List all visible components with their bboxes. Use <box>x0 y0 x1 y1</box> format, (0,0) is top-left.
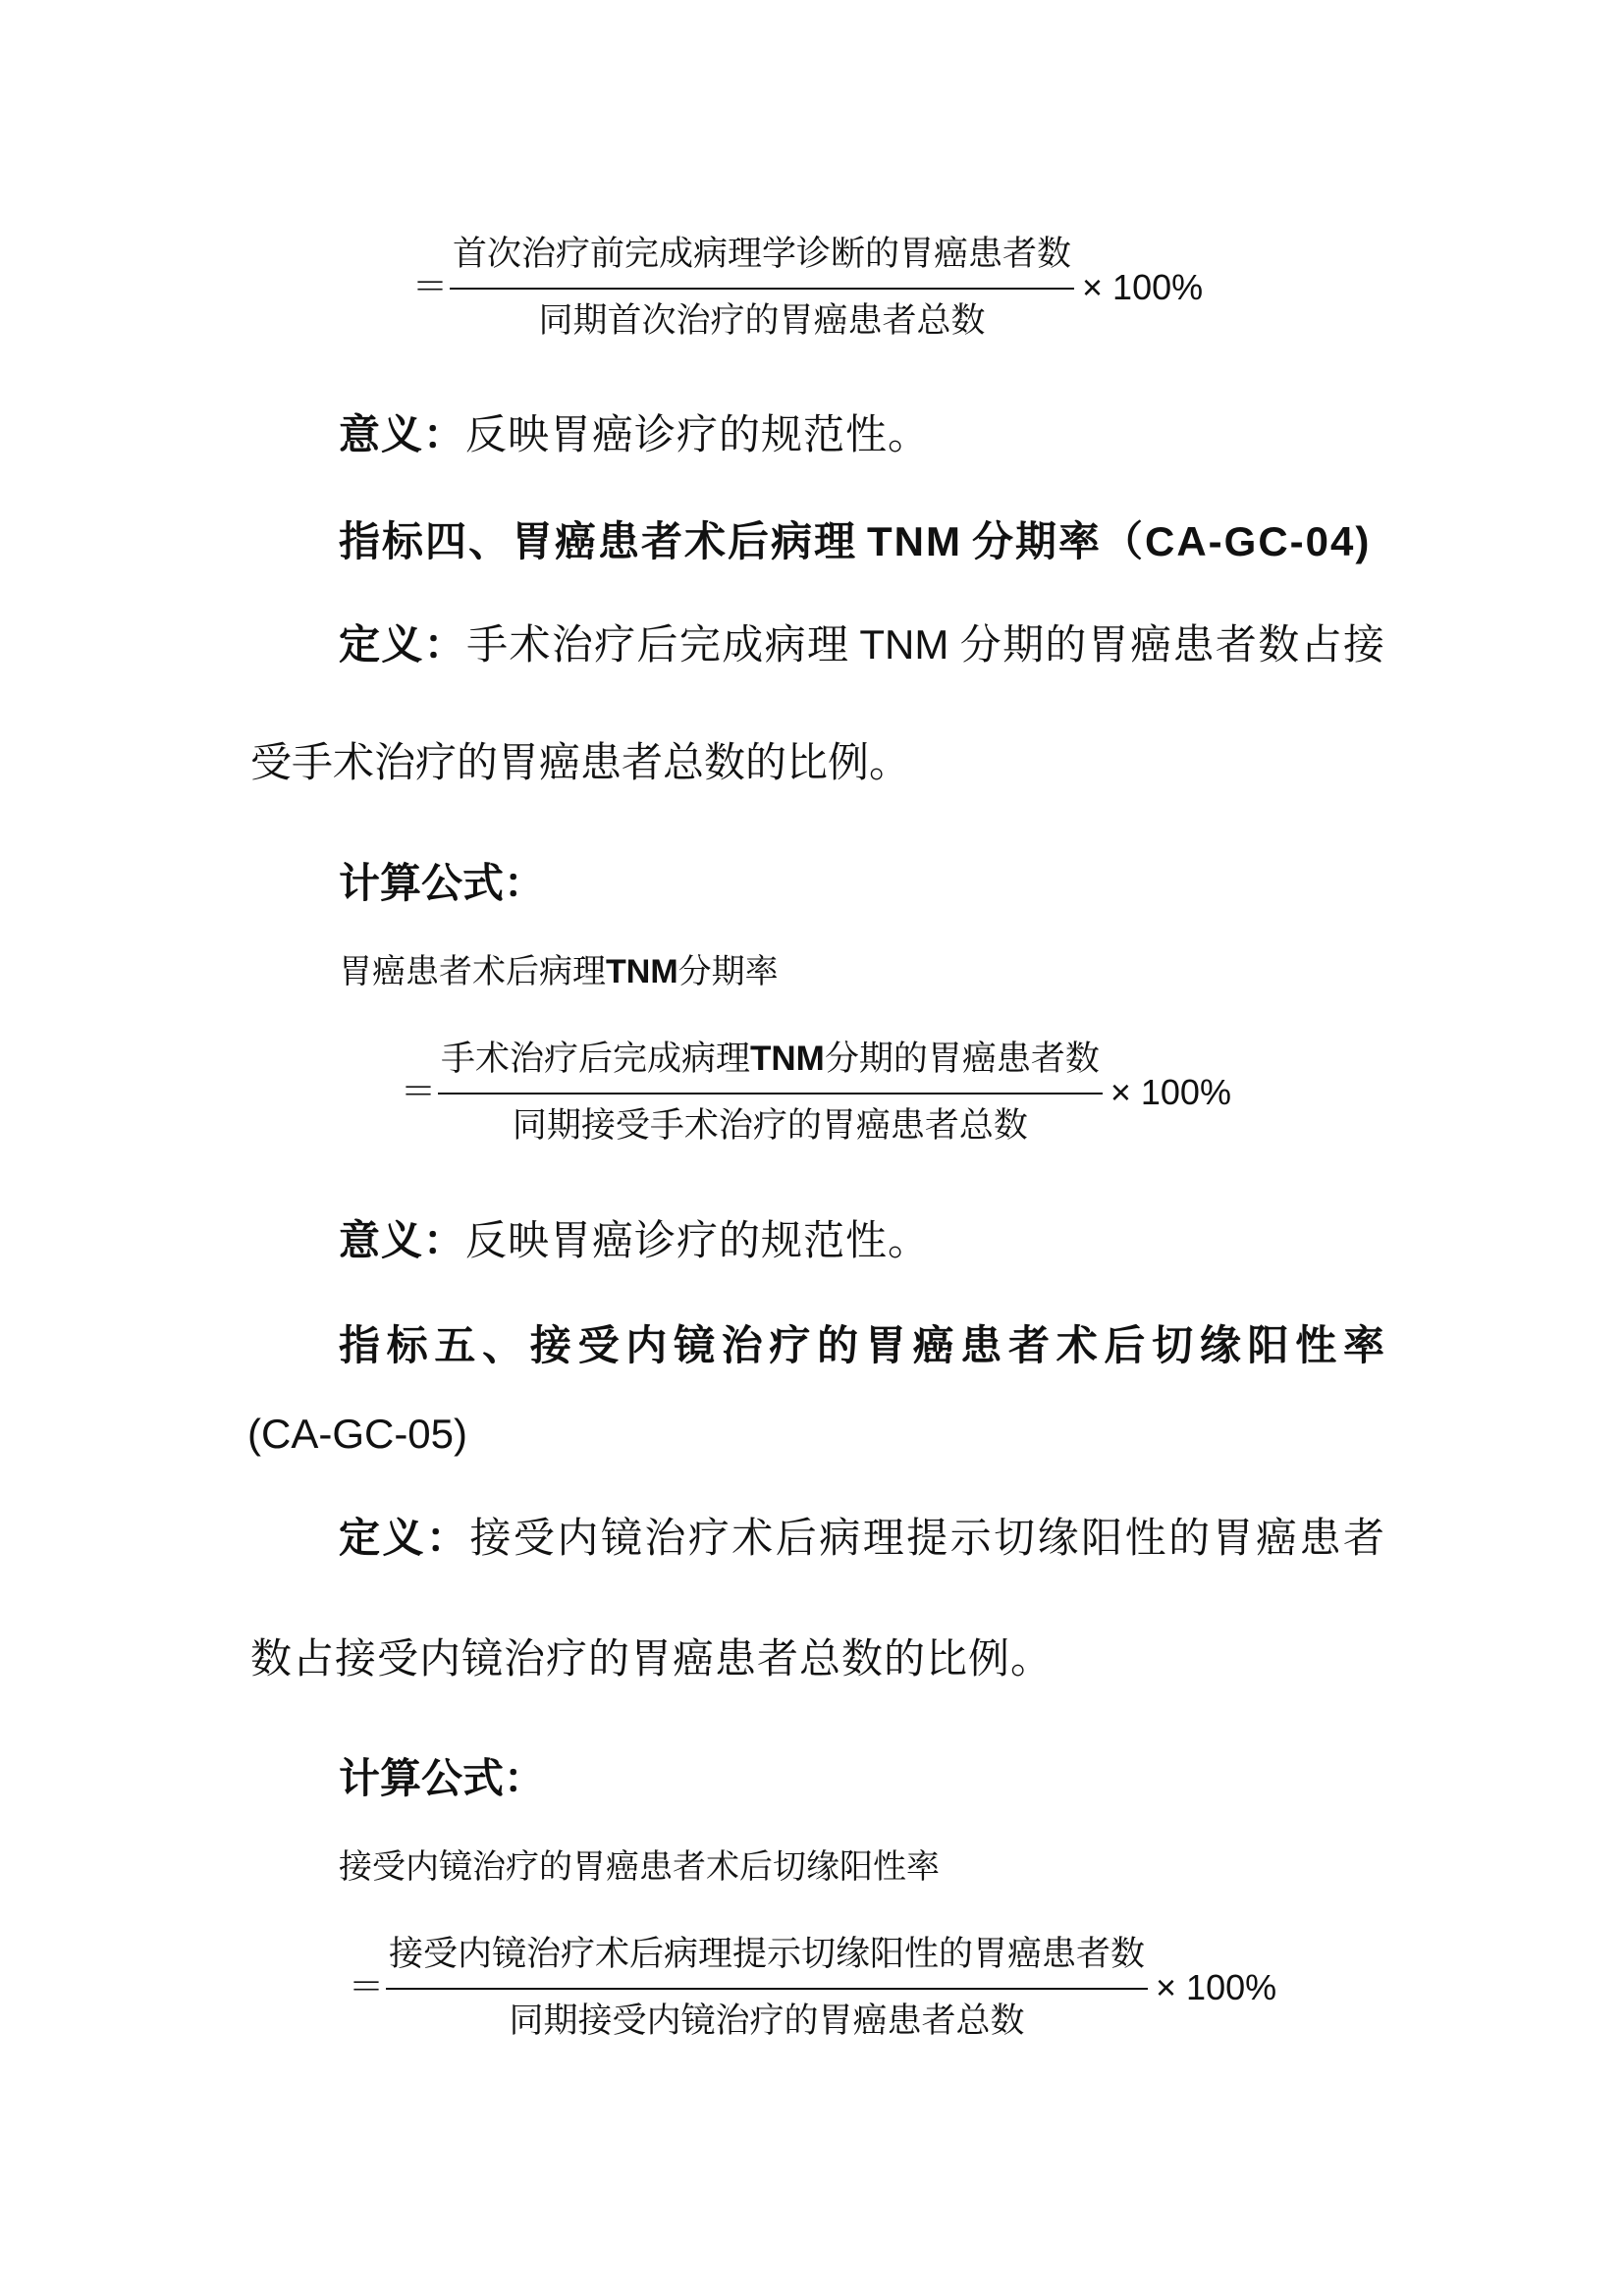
fraction <box>386 1933 1148 2043</box>
numerator-tnm: TNM <box>750 1040 825 1078</box>
definition-text-post: 分期的胃癌患者数占接 <box>958 620 1384 668</box>
fraction <box>438 1038 1103 1148</box>
definition-text-tnm: TNM <box>859 621 949 667</box>
meaning-paragraph-1 <box>339 410 930 459</box>
indicator-5-title-line-1: 指标五、接受内镜治疗的胃癌患者术后切缘阳性率 <box>339 1321 1384 1369</box>
indicator-5-code: (CA-GC-05) <box>247 1411 468 1457</box>
fraction-numerator: 首次治疗前完成病理学诊断的胃癌患者数 <box>453 235 1072 274</box>
meaning-text: 反映胃癌诊疗的规范性。 <box>465 1216 931 1264</box>
fraction-denominator: 同期首次治疗的胃癌患者总数 <box>538 301 986 341</box>
multiplier: × 100% <box>1082 267 1204 307</box>
numerator-pre: 手术治疗后完成病理 <box>441 1040 751 1079</box>
indicator-5-formula-name: 接受内镜治疗的胃癌患者术后切缘阳性率 <box>339 1847 940 1887</box>
fraction-bar <box>450 288 1074 290</box>
meaning-paragraph-2 <box>339 1216 930 1265</box>
equals-sign: ＝ <box>349 1967 385 2007</box>
multiplier: × 100% <box>1110 1072 1231 1112</box>
fraction-bar <box>438 1093 1103 1095</box>
fraction <box>450 233 1074 343</box>
definition-label: 定义： <box>339 620 467 668</box>
indicator-5-definition-line-2: 数占接受内镜治疗的胃癌患者总数的比例。 <box>250 1634 1054 1682</box>
indicator-5-definition-line-1 <box>339 1514 1384 1563</box>
multiplier: × 100% <box>1156 1967 1277 2007</box>
definition-text: 接受内镜治疗术后病理提示切缘阳性的胃癌患者 <box>469 1514 1384 1562</box>
fraction-denominator: 同期接受手术治疗的胃癌患者总数 <box>512 1106 1028 1146</box>
definition-label: 定义： <box>339 1514 470 1562</box>
formula-name-post: 分期率 <box>677 952 779 991</box>
equals-sign: ＝ <box>412 267 449 307</box>
meaning-text: 反映胃癌诊疗的规范性。 <box>465 410 931 458</box>
indicator-4-definition-line-2: 受手术治疗的胃癌患者总数的比例。 <box>250 738 911 786</box>
indicator-4-title-post: 分期率 <box>972 517 1103 565</box>
indicator-4-title-tnm: TNM <box>867 518 962 564</box>
formula-name-pre: 胃癌患者术后病理 <box>339 952 606 991</box>
indicator-4-title <box>339 517 1371 566</box>
fraction-numerator <box>438 1038 1103 1081</box>
equals-sign: ＝ <box>401 1072 437 1112</box>
meaning-label: 意义： <box>339 1216 466 1264</box>
meaning-label: 意义： <box>339 410 466 458</box>
indicator-4-code: （CA-GC-04) <box>1102 518 1372 564</box>
indicator-5-calc-label: 计算公式： <box>339 1754 546 1802</box>
definition-text-pre: 手术治疗后完成病理 <box>466 620 850 668</box>
formula-tnm-staging-rate <box>401 1038 1231 1148</box>
fraction-numerator: 接受内镜治疗术后病理提示切缘阳性的胃癌患者数 <box>389 1935 1146 1974</box>
fraction-denominator: 同期接受内镜治疗的胃癌患者总数 <box>509 2002 1025 2041</box>
formula-margin-positive-rate <box>349 1933 1276 2043</box>
indicator-4-title-pre: 指标四、胃癌患者术后病理 <box>339 517 858 565</box>
indicator-4-calc-label: 计算公式： <box>339 859 546 907</box>
indicator-4-formula-name <box>339 952 779 991</box>
formula-pathology-diagnosis-rate <box>412 233 1203 343</box>
formula-name-tnm: TNM <box>606 953 678 990</box>
numerator-post: 分期的胃癌患者数 <box>824 1040 1100 1079</box>
fraction-bar <box>386 1988 1148 1990</box>
indicator-4-definition-line-1 <box>339 620 1384 669</box>
